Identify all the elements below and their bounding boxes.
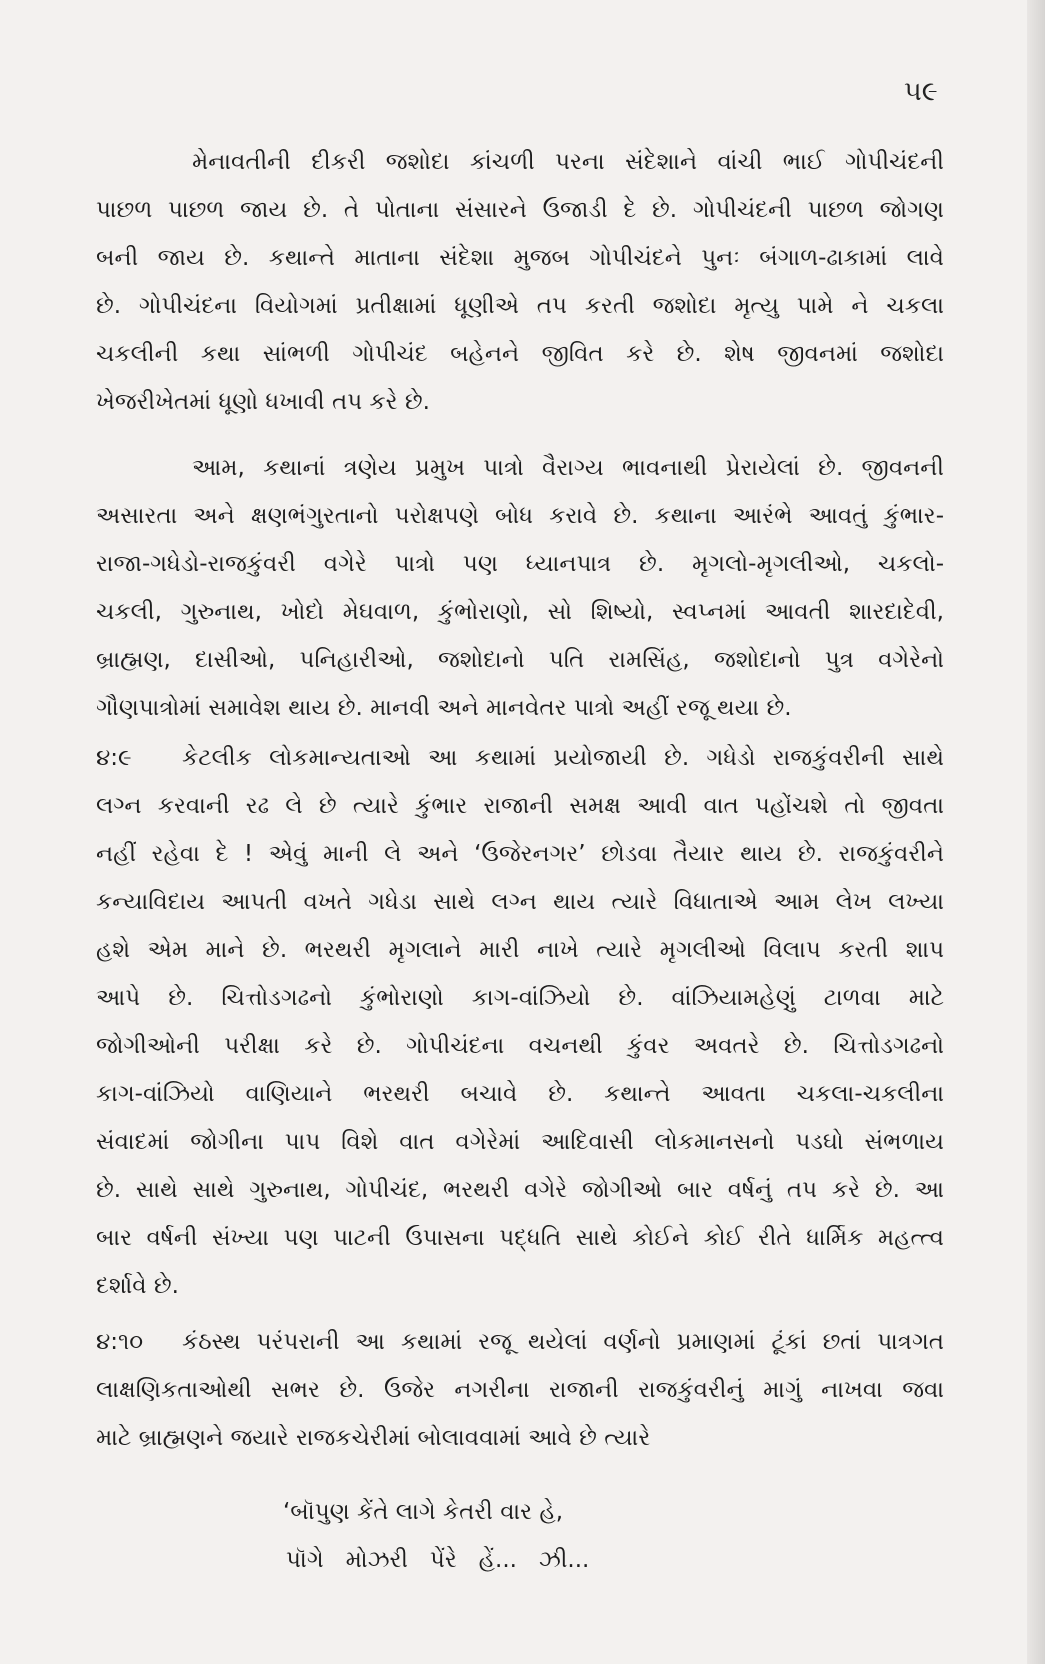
- paragraph-2: [96, 444, 944, 732]
- section-number: ૪:૯: [96, 745, 132, 771]
- text-line: બાર વર્ષની સંખ્યા પણ પાટની ઉપાસના પદ્ધતિ સાથે કોઈને કોઈ રીતે ધાર્મિક મહત્ત્વ: [96, 1225, 944, 1251]
- text-line: લગ્ન કરવાની રઢ લે છે ત્યારે કુંભાર રાજાની સમક્ષ આવી વાત પહોંચશે તો જીવતા: [96, 793, 944, 819]
- text-line: બની જાય છે. કથાન્તે માતાના સંદેશા મુજબ ગોપીચંદને પુનઃ બંગાળ-ઢાકામાં લાવે: [96, 245, 944, 271]
- text-line: જોગીઓની પરીક્ષા કરે છે. ગોપીચંદના વચનથી કુંવર અવતરે છે. ચિત્તોડગઢનો: [96, 1033, 944, 1059]
- text-line-content: કંઠસ્થ પરંપરાની આ કથામાં રજૂ થયેલાં વર્ણનો પ્રમાણમાં ટૂંકાં છતાં પાત્રગત: [182, 1329, 944, 1355]
- paragraph-4-9: [96, 734, 944, 1310]
- text-line: કન્યાવિદાય આપતી વખતે ગધેડા સાથે લગ્ન થાય ત્યારે વિધાતાએ આમ લેખ લખ્યા: [96, 889, 944, 915]
- text-line: મેનાવતીની દીકરી જશોદા કાંચળી પરના સંદેશાને વાંચી ભાઈ ગોપીચંદની: [192, 149, 944, 175]
- paragraph-1: [96, 138, 944, 426]
- page-edge: [1027, 0, 1045, 1664]
- verse-block: [0, 1488, 1045, 1584]
- text-line: [96, 734, 944, 782]
- verse-line: ‘બૉપુણ કેંતે લાગે કેતરી વાર હે,: [283, 1499, 564, 1525]
- text-line: માટે બ્રાહ્મણને જયારે રાજકચેરીમાં બોલાવવામાં આવે છે ત્યારે: [96, 1425, 651, 1451]
- text-line: આમ, કથાનાં ત્રણેય પ્રમુખ પાત્રો વૈરાગ્ય ભાવનાથી પ્રેરાયેલાં છે. જીવનની: [192, 455, 944, 481]
- text-line: બ્રાહ્મણ, દાસીઓ, પનિહારીઓ, જશોદાનો પતિ રામસિંહ, જશોદાનો પુત્ર વગેરેનો: [96, 647, 944, 673]
- text-line: સંવાદમાં જોગીના પાપ વિશે વાત વગેરેમાં આદિવાસી લોકમાનસનો પડઘો સંભળાય: [96, 1129, 944, 1155]
- text-line: હશે એમ માને છે. ભરથરી મૃગલાને મારી નાખે ત્યારે મૃગલીઓ વિલાપ કરતી શાપ: [96, 937, 944, 963]
- page-number: ૫૯: [904, 76, 938, 107]
- section-number: ૪:૧૦: [96, 1329, 144, 1355]
- text-line: છે. ગોપીચંદના વિયોગમાં પ્રતીક્ષામાં ધૂણીએ તપ કરતી જશોદા મૃત્યુ પામે ને ચકલા: [96, 293, 944, 319]
- text-line: આપે છે. ચિત્તોડગઢનો કુંભોરાણો કાગ-વાંઝિયો છે. વાંઝિયામહેણું ટાળવા માટે: [96, 985, 944, 1011]
- text-line: દર્શાવે છે.: [96, 1273, 179, 1299]
- paragraph-4-10: [96, 1318, 944, 1462]
- text-line: [96, 1318, 944, 1366]
- text-line: ચકલી, ગુરુનાથ, ખોદો મેઘવાળ, કુંભોરાણો, સો શિષ્યો, સ્વપ્નમાં આવતી શારદાદેવી,: [96, 599, 944, 625]
- text-line: લાક્ષણિકતાઓથી સભર છે. ઉજેર નગરીના રાજાની રાજકુંવરીનું માગું નાખવા જવા: [96, 1377, 944, 1403]
- text-line: ચકલીની કથા સાંભળી ગોપીચંદ બહેનને જીવિત કરે છે. શેષ જીવનમાં જશોદા: [96, 341, 944, 367]
- text-line: ખેજરીખેતમાં ધૂણો ધખાવી તપ કરે છે.: [96, 389, 430, 415]
- text-line: અસારતા અને ક્ષણભંગુરતાનો પરોક્ષપણે બોધ કરાવે છે. કથાના આરંભે આવતું કુંભાર-: [96, 503, 944, 529]
- text-line: નહીં રહેવા દે ! એવું માની લે અને ‘ઉજેરનગર’ છોડવા તૈયાર થાય છે. રાજકુંવરીને: [96, 841, 944, 867]
- text-line-content: કેટલીક લોકમાન્યતાઓ આ કથામાં પ્રયોજાયી છે. ગધેડો રાજકુંવરીની સાથે: [182, 745, 944, 771]
- text-line: રાજા-ગધેડો-રાજકુંવરી વગેરે પાત્રો પણ ધ્યાનપાત્ર છે. મૃગલો-મૃગલીઓ, ચકલો-: [96, 551, 944, 577]
- text-line: કાગ-વાંઝિયો વાણિયાને ભરથરી બચાવે છે. કથાન્તે આવતા ચકલા-ચકલીના: [96, 1081, 944, 1107]
- verse-line: પૉગે મોઝરી પેંરે હેં... ઝી...: [286, 1547, 590, 1573]
- text-line: ગૌણપાત્રોમાં સમાવેશ થાય છે. માનવી અને માનવેતર પાત્રો અહીં રજૂ થયા છે.: [96, 695, 792, 721]
- text-line: છે. સાથે સાથે ગુરુનાથ, ગોપીચંદ, ભરથરી વગેરે જોગીઓ બાર વર્ષનું તપ કરે છે. આ: [96, 1177, 944, 1203]
- text-line: પાછળ પાછળ જાય છે. તે પોતાના સંસારને ઉજાડી દે છે. ગોપીચંદની પાછળ જોગણ: [96, 197, 944, 223]
